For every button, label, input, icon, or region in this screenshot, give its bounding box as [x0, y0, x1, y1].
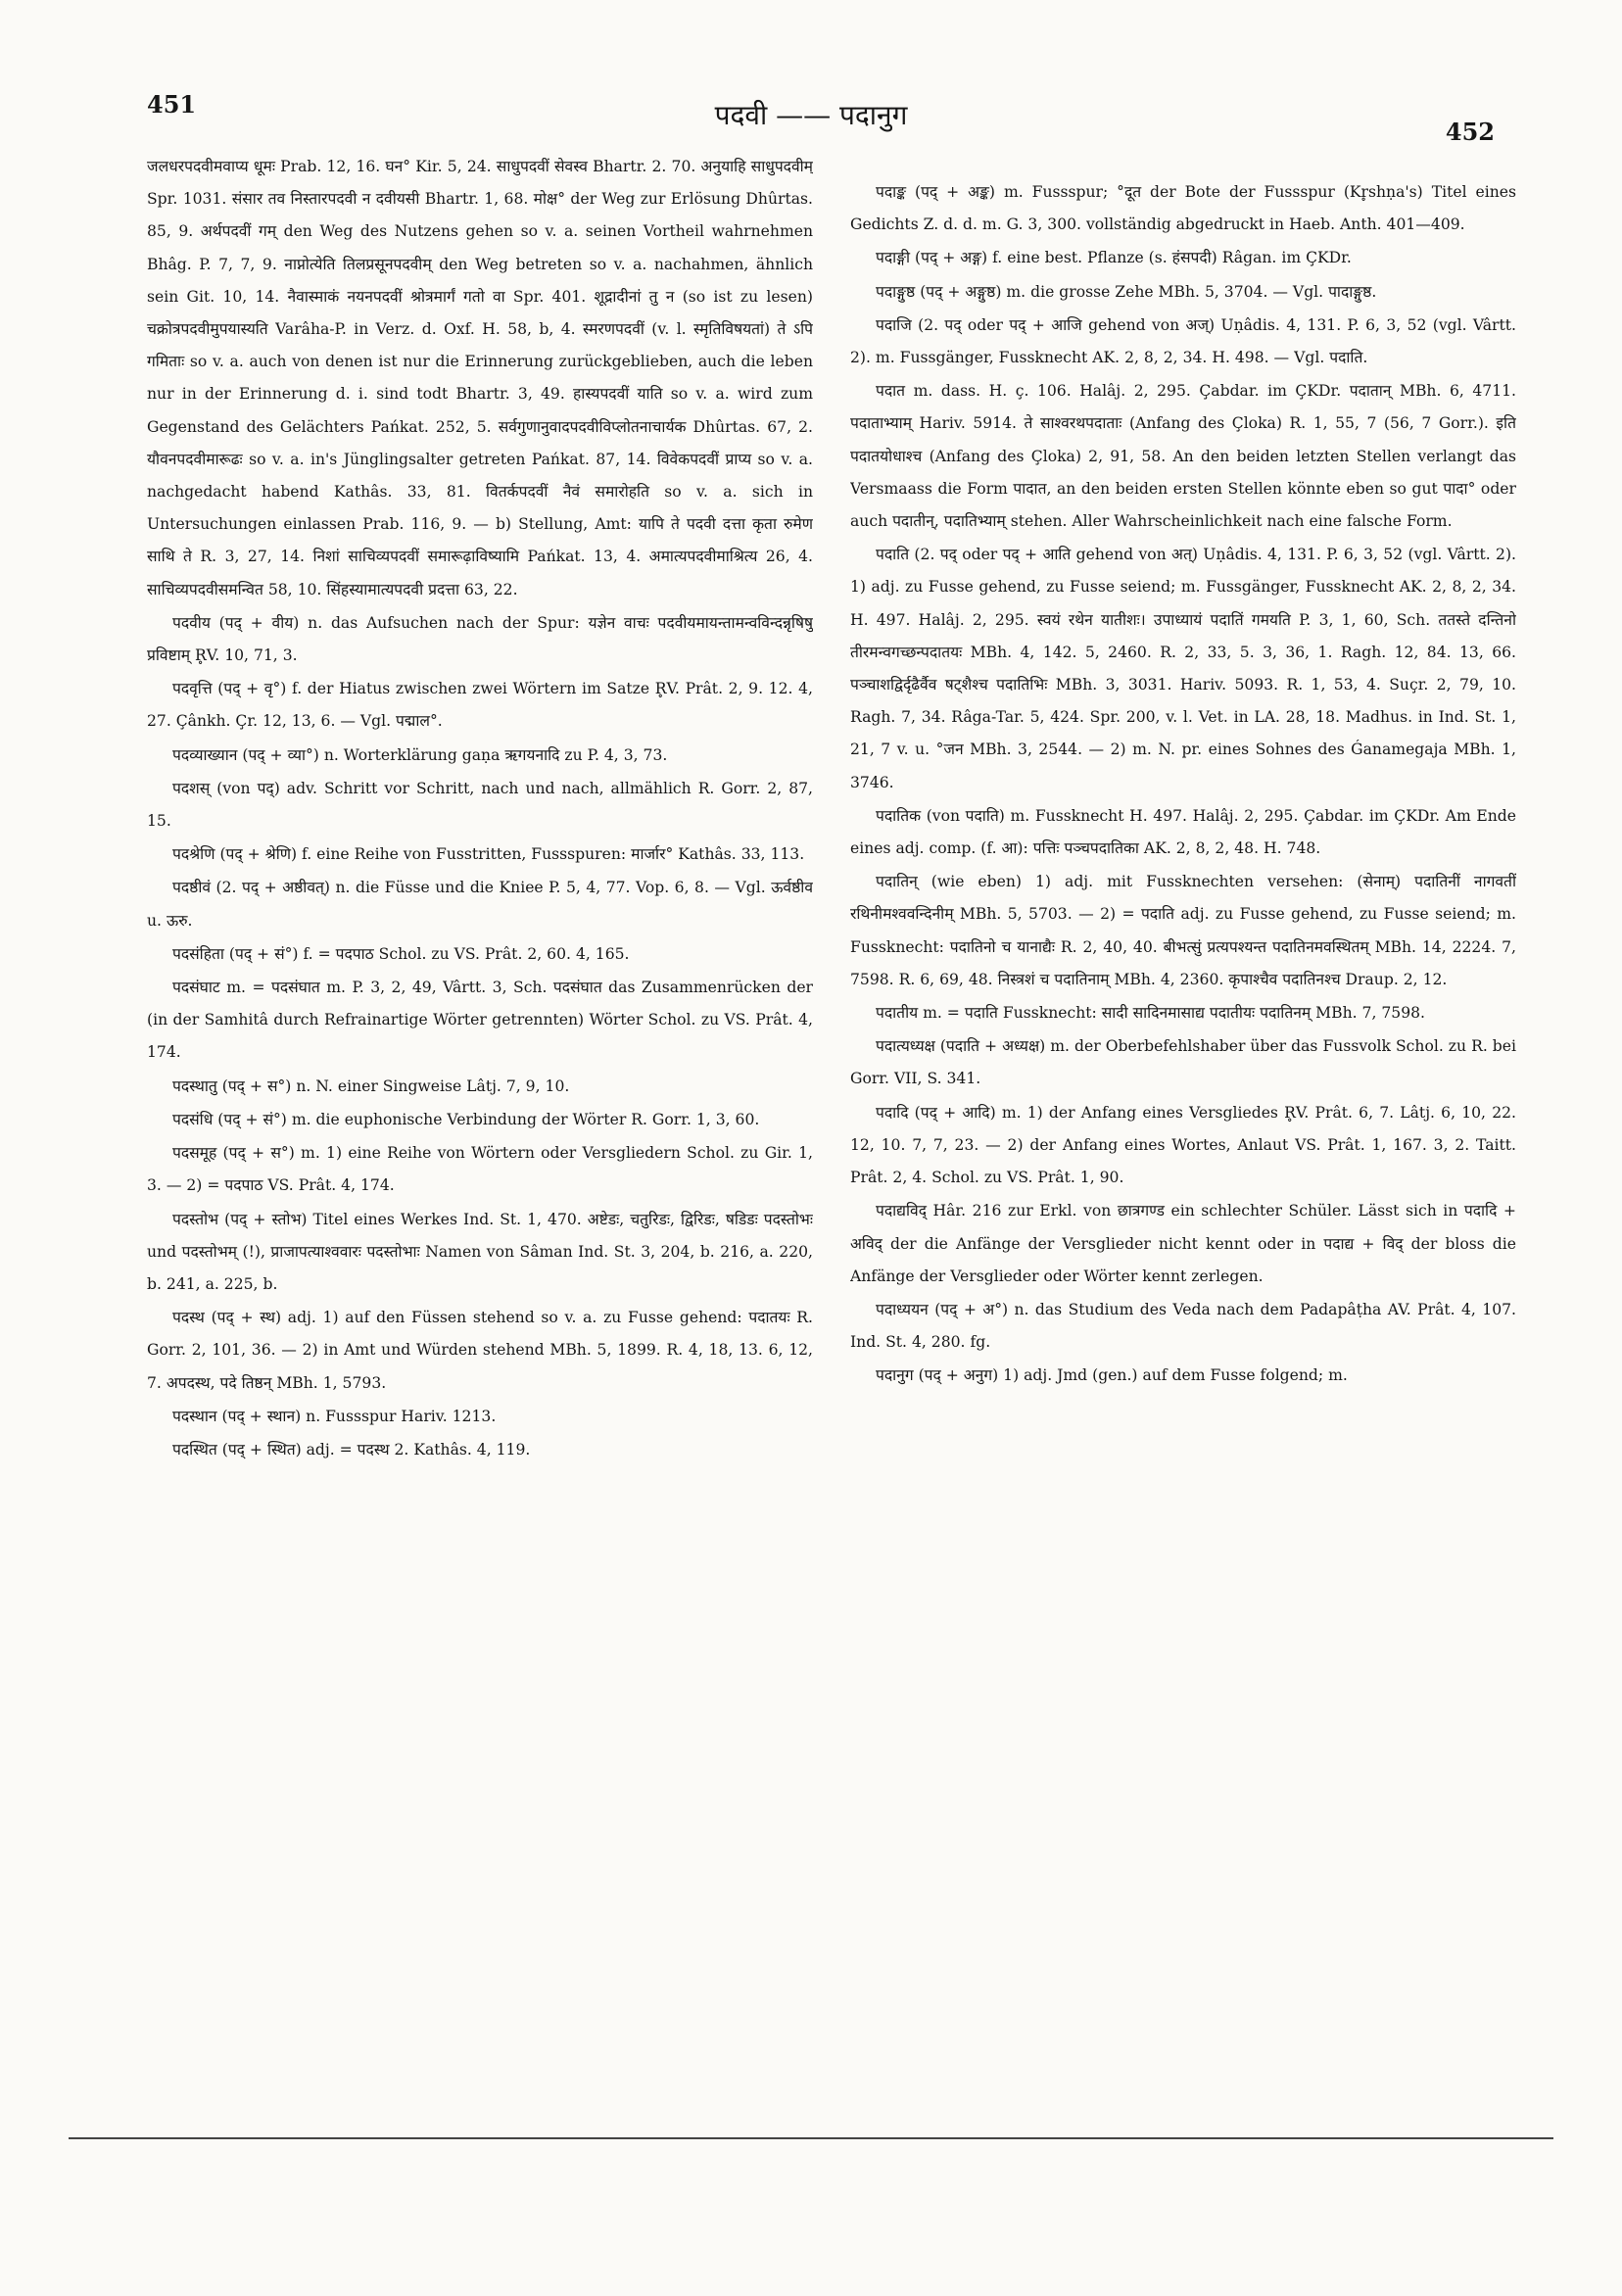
dictionary-entry: पदातिक (von पदाति) m. Fussknecht H. 497. Halâj. 2, 295. Çabdar. im ÇKDr. Am Ende eines adj. comp. (f. आ): पत्तिः पञ्चपदातिका AK. 2, 8, 2, 48. H. 748. — [850, 806, 1516, 858]
dictionary-entry: पदाङ्गुष्ठ (पद् + अङ्गुष्ठ) m. die grosse Zehe MBh. 5, 3704. — Vgl. पादाङ्गुष्ठ. — [876, 282, 1377, 301]
page-header — [0, 90, 1622, 149]
dictionary-entry: पदातीय m. = पदाति Fussknecht: सादी सादिनमासाद्य पदातीयः पदातिनम् MBh. 7, 7598. — [876, 1004, 1426, 1023]
dictionary-entry: पदाजि (2. पद् oder पद् + आजि gehend von अज्) Uṇâdis. 4, 131. P. 6, 3, 52 (vgl. Vârtt. 2). m. Fussgänger, Fussknecht AK. 2, 8, 2, 34. H. 498. — Vgl. पदाति. — [850, 315, 1516, 367]
dictionary-entry: पदस्थातु (पद् + स°) n. N. einer Singweise Lâtj. 7, 9, 10. — [172, 1076, 570, 1095]
dictionary-entry: पदसंहिता (पद् + सं°) f. = पदपाठ Schol. zu VS. Prât. 2, 60. 4, 165. — [172, 944, 630, 963]
dictionary-entry: पदस्थ (पद् + स्थ) adj. 1) auf den Füssen stehend so v. a. zu Fusse gehend: पदातयः R. Gorr. 2, 101, 36. — 2) in Amt und Würden stehend MBh. 5, 1899. R. 4, 18, 13. 6, 12, 7. अपदस्थ, पदे तिष्ठन् MBh. 1, 5793. — [147, 1309, 813, 1392]
dictionary-entry: पदस्थान (पद् + स्थान) n. Fussspur Hariv. 1213. — [172, 1407, 497, 1425]
dictionary-entry: पदस्तोभ (पद् + स्तोभ) Titel eines Werkes Ind. St. 1, 470. अष्टेडः, चतुरिडः, द्विरिडः, षडिडः पदस्तोभः und पदस्तोभम् (!), प्राजापत्याश्ववारः पदस्तोभाः Namen von Sâman Ind. St. 3, 204, b. 216, a. 220, b. 241, a. 225, b. — [147, 1210, 813, 1293]
dictionary-entry: जलधरपदवीमवाप्य धूमः Prab. 12, 16. घन° Kir. 5, 24. साधुपदवीं सेवस्व Bhartr. 2. 70. अनुयाहि साधुपदवीम् Spr. 1031. संसार तव निस्तारपदवी न दवीयसी Bhartr. 1, 68. मोक्ष° der Weg zur Erlösung Dhûrtas. 85, 9. अर्थपदवीं गम् den Weg des Nutzens gehen so v. a. seinen Vortheil wahrnehmen Bhâg. P. 7, 7, 9. नाप्नोत्येति तिलप्रसूनपदवीम् den Weg betreten so v. a. nachahmen, ähnlich sein Git. 10, 14. नैवास्माकं नयनपदवीं श्रोत्रमार्गं गतो वा Spr. 401. शूद्रादीनां तु न (so ist zu lesen) चक्रोत्रपदवीमुपयास्यति Varâha-P. in Verz. d. Oxf. H. 58, b, 4. स्मरणपदवीं (v. l. स्मृतिविषयतां) ते ऽपि गमिताः so v. a. auch von denen ist nur die Erinnerung zurückgeblieben, auch die leben nur in der Erinnerung d. i. sind todt Bhartr. 3, 49. हास्यपदवीं याति so v. a. wird zum Gegenstand des Gelächters Pańkat. 252, 5. सर्वगुणानुवादपदवीविप्लोतनाचार्यक Dhûrtas. 67, 2. यौवनपदवीमारूढः so v. a. in's Jünglingsalter getreten Pańkat. 87, 14. विवेकपदवीं प्राप्य so v. a. nachgedacht habend Kathâs. 33, 81. वितर्कपदवीं नैवं समारोहति so v. a. sich in Untersuchungen einlassen Prab. 116, 9. — b) Stellung, Amt: यापि ते पदवी दत्ता कृता रुमेण साथि ते R. 3, 27, 14. निशां साचिव्यपदवीं समारूढ़ाविष्यामि Pańkat. 13, 4. अमात्यपदवीमाश्रित्य 26, 4. साचिव्यपदवीसमन्वित 58, 10. सिंहस्यामात्यपदवी प्रदत्ता 63, 22. — [147, 158, 813, 598]
bottom-rule — [69, 2137, 1553, 2139]
dictionary-entry: पदवीय (पद् + वीय) n. das Aufsuchen nach der Spur: यज्ञेन वाचः पदवीयमायन्तामन्वविन्दन्नृषिषु प्रविष्टाम् R̥V. 10, 71, 3. — [147, 613, 813, 665]
dictionary-entry: पदात्यध्यक्ष (पदाति + अध्यक्ष) m. der Oberbefehlshaber über das Fussvolk Schol. zu R. bei Gorr. VII, S. 341. — [850, 1037, 1516, 1088]
dictionary-entry: पदव्याख्यान (पद् + व्या°) n. Worterklärung gaṇa ऋगयनादि zu P. 4, 3, 73. — [172, 745, 668, 764]
dictionary-entry: पदाति (2. पद् oder पद् + आति gehend von अत्) Uṇâdis. 4, 131. P. 6, 3, 52 (vgl. Vârtt. 2). 1) adj. zu Fusse gehend, zu Fusse seiend; m. Fussgänger, Fussknecht AK. 2, 8, 2, 34. H. 497. Halâj. 2, 295. स्वयं रथेन यातीशः। उपाध्यायं पदातिं गमयति P. 3, 1, 60, Sch. ततस्ते दन्तिनो तीरमन्वगच्छन्पदातयः MBh. 4, 142. 5, 2460. R. 2, 33, 5. 3, 36, 1. Ragh. 12, 84. 13, 66. पञ्चाशद्विर्दृढैर्वैव षट्शैश्च पदातिभिः MBh. 3, 3031. Hariv. 5093. R. 1, 53, 4. Suçr. 2, 79, 10. Ragh. 7, 34. Râga-Tar. 5, 424. Spr. 200, v. l. Vet. in LA. 28, 18. Madhus. in Ind. St. 1, 21, 7 v. u. °जन MBh. 3, 2544. — 2) m. N. pr. eines Sohnes des Ǵanamegaja MBh. 1, 3746. — [850, 546, 1516, 791]
dictionary-entry: पदवृत्ति (पद् + वृ°) f. der Hiatus zwischen zwei Wörtern im Satze R̥V. Prât. 2, 9. 12. 4, 27. Çânkh. Çr. 12, 13, 6. — Vgl. पद्माल°. — [147, 680, 813, 731]
dictionary-entry: पदसंघाट m. = पदसंघात m. P. 3, 2, 49, Vârtt. 3, Sch. पदसंघात das Zusammenrücken der (in der Samhitâ durch Refrainartige Wörter getrennten) Wörter Schol. zu VS. Prât. 4, 174. — [147, 979, 813, 1062]
page-number-left: 451 — [147, 90, 197, 119]
dictionary-entry: पदात m. dass. H. ç. 106. Halâj. 2, 295. Çabdar. im ÇKDr. पदातान् MBh. 6, 4711. पदाताभ्याम् Hariv. 5914. ते साश्वरथपदाताः (Anfang des Çloka) R. 1, 55, 7 (56, 7 Gorr.). इति पदातयोधाश्च (Anfang des Çloka) 2, 91, 58. An den beiden letzten Stellen verlangt das Versmaass die Form पादात, an den beiden ersten Stellen könnte eben so gut पादा° oder auch पदातीन्, पदातिभ्याम् stehen. Aller Wahrscheinlichkeit nach eine falsche Form. — [850, 382, 1516, 531]
page-number-right: 452 — [1445, 118, 1495, 146]
dictionary-entry: पदसमूह (पद् + स°) m. 1) eine Reihe von Wörtern oder Versgliedern Schol. zu Gir. 1, 3. — 2) = पदपाठ VS. Prât. 4, 174. — [147, 1144, 813, 1195]
dictionary-entry: पदशस् (von पद्) adv. Schritt vor Schritt, nach und nach, allmählich R. Gorr. 2, 87, 15. — [147, 779, 813, 831]
dictionary-entry: पदष्ठीवं (2. पद् + अष्ठीवत्) n. die Füsse und die Kniee P. 5, 4, 77. Vop. 6, 8. — Vgl. ऊर्वष्ठीव u. ऊरु. — [147, 879, 813, 930]
dictionary-entry: पदातिन् (wie eben) 1) adj. mit Fussknechten versehen: (सेनाम्) पदातिनीं नागवतीं रथिनीमश्ववन्दिनीम् MBh. 5, 5703. — 2) = पदाति adj. zu Fusse gehend, zu Fusse seiend; m. Fussknecht: पदातिनो च यानाद्यैः R. 2, 40, 40. बीभत्सुं प्रत्यपश्यन्त पदातिनमवस्थितम् MBh. 14, 2224. 7, 7598. R. 6, 69, 48. निस्त्रशं च पदातिनाम् MBh. 4, 2360. कृपाश्चैव पदातिनश्च Draup. 2, 12. — [850, 873, 1516, 988]
dictionary-entry: पदाद्यविद् Hâr. 216 zur Erkl. von छात्रगण्ड ein schlechter Schüler. Lässt sich in पदादि + अविद् der die Anfänge der Versglieder nicht kennt oder in पदाद्य + विद् der bloss die Anfänge der Versglieder oder Wörter kennt zerlegen. — [850, 1202, 1516, 1285]
dictionary-entry: पदश्रेणि (पद् + श्रेणि) f. eine Reihe von Fusstritten, Fussspuren: मार्जार° Kathâs. 33, 113. — [172, 845, 805, 864]
dictionary-entry: पदाङ्गी (पद् + अङ्ग) f. eine best. Pflanze (s. हंसपदी) Râgan. im ÇKDr. — [876, 249, 1352, 267]
right-column — [850, 176, 1516, 2008]
dictionary-entry: पदस्थित (पद् + स्थित) adj. = पदस्थ 2. Kathâs. 4, 119. — [172, 1440, 531, 1459]
dictionary-entry: पदसंधि (पद् + सं°) m. die euphonische Verbindung der Wörter R. Gorr. 1, 3, 60. — [172, 1110, 760, 1128]
dictionary-entry: पदानुग (पद् + अनुग) 1) adj. Jmd (gen.) auf dem Fusse folgend; m. — [876, 1366, 1348, 1385]
dictionary-entry: पदाङ्क (पद् + अङ्क) m. Fussspur; °दूत der Bote der Fussspur (Kr̥shṇa's) Titel eines Gedichts Z. d. d. m. G. 3, 300. vollständig abgedruckt in Haeb. Anth. 401—409. — [850, 183, 1516, 234]
running-head: पदवी —— पदानुग — [714, 99, 908, 131]
left-column — [147, 151, 813, 2002]
dictionary-entry: पदाध्ययन (पद् + अ°) n. das Studium des Veda nach dem Padapâṭha AV. Prât. 4, 107. Ind. St. 4, 280. fg. — [850, 1300, 1516, 1352]
dictionary-entry: पदादि (पद् + आदि) m. 1) der Anfang eines Versgliedes R̥V. Prât. 6, 7. Lâtj. 6, 10, 22. 12, 10. 7, 7, 23. — 2) der Anfang eines Wortes, Anlaut VS. Prât. 1, 167. 3, 2. Taitt. Prât. 2, 4. Schol. zu VS. Prât. 1, 90. — [850, 1103, 1516, 1187]
